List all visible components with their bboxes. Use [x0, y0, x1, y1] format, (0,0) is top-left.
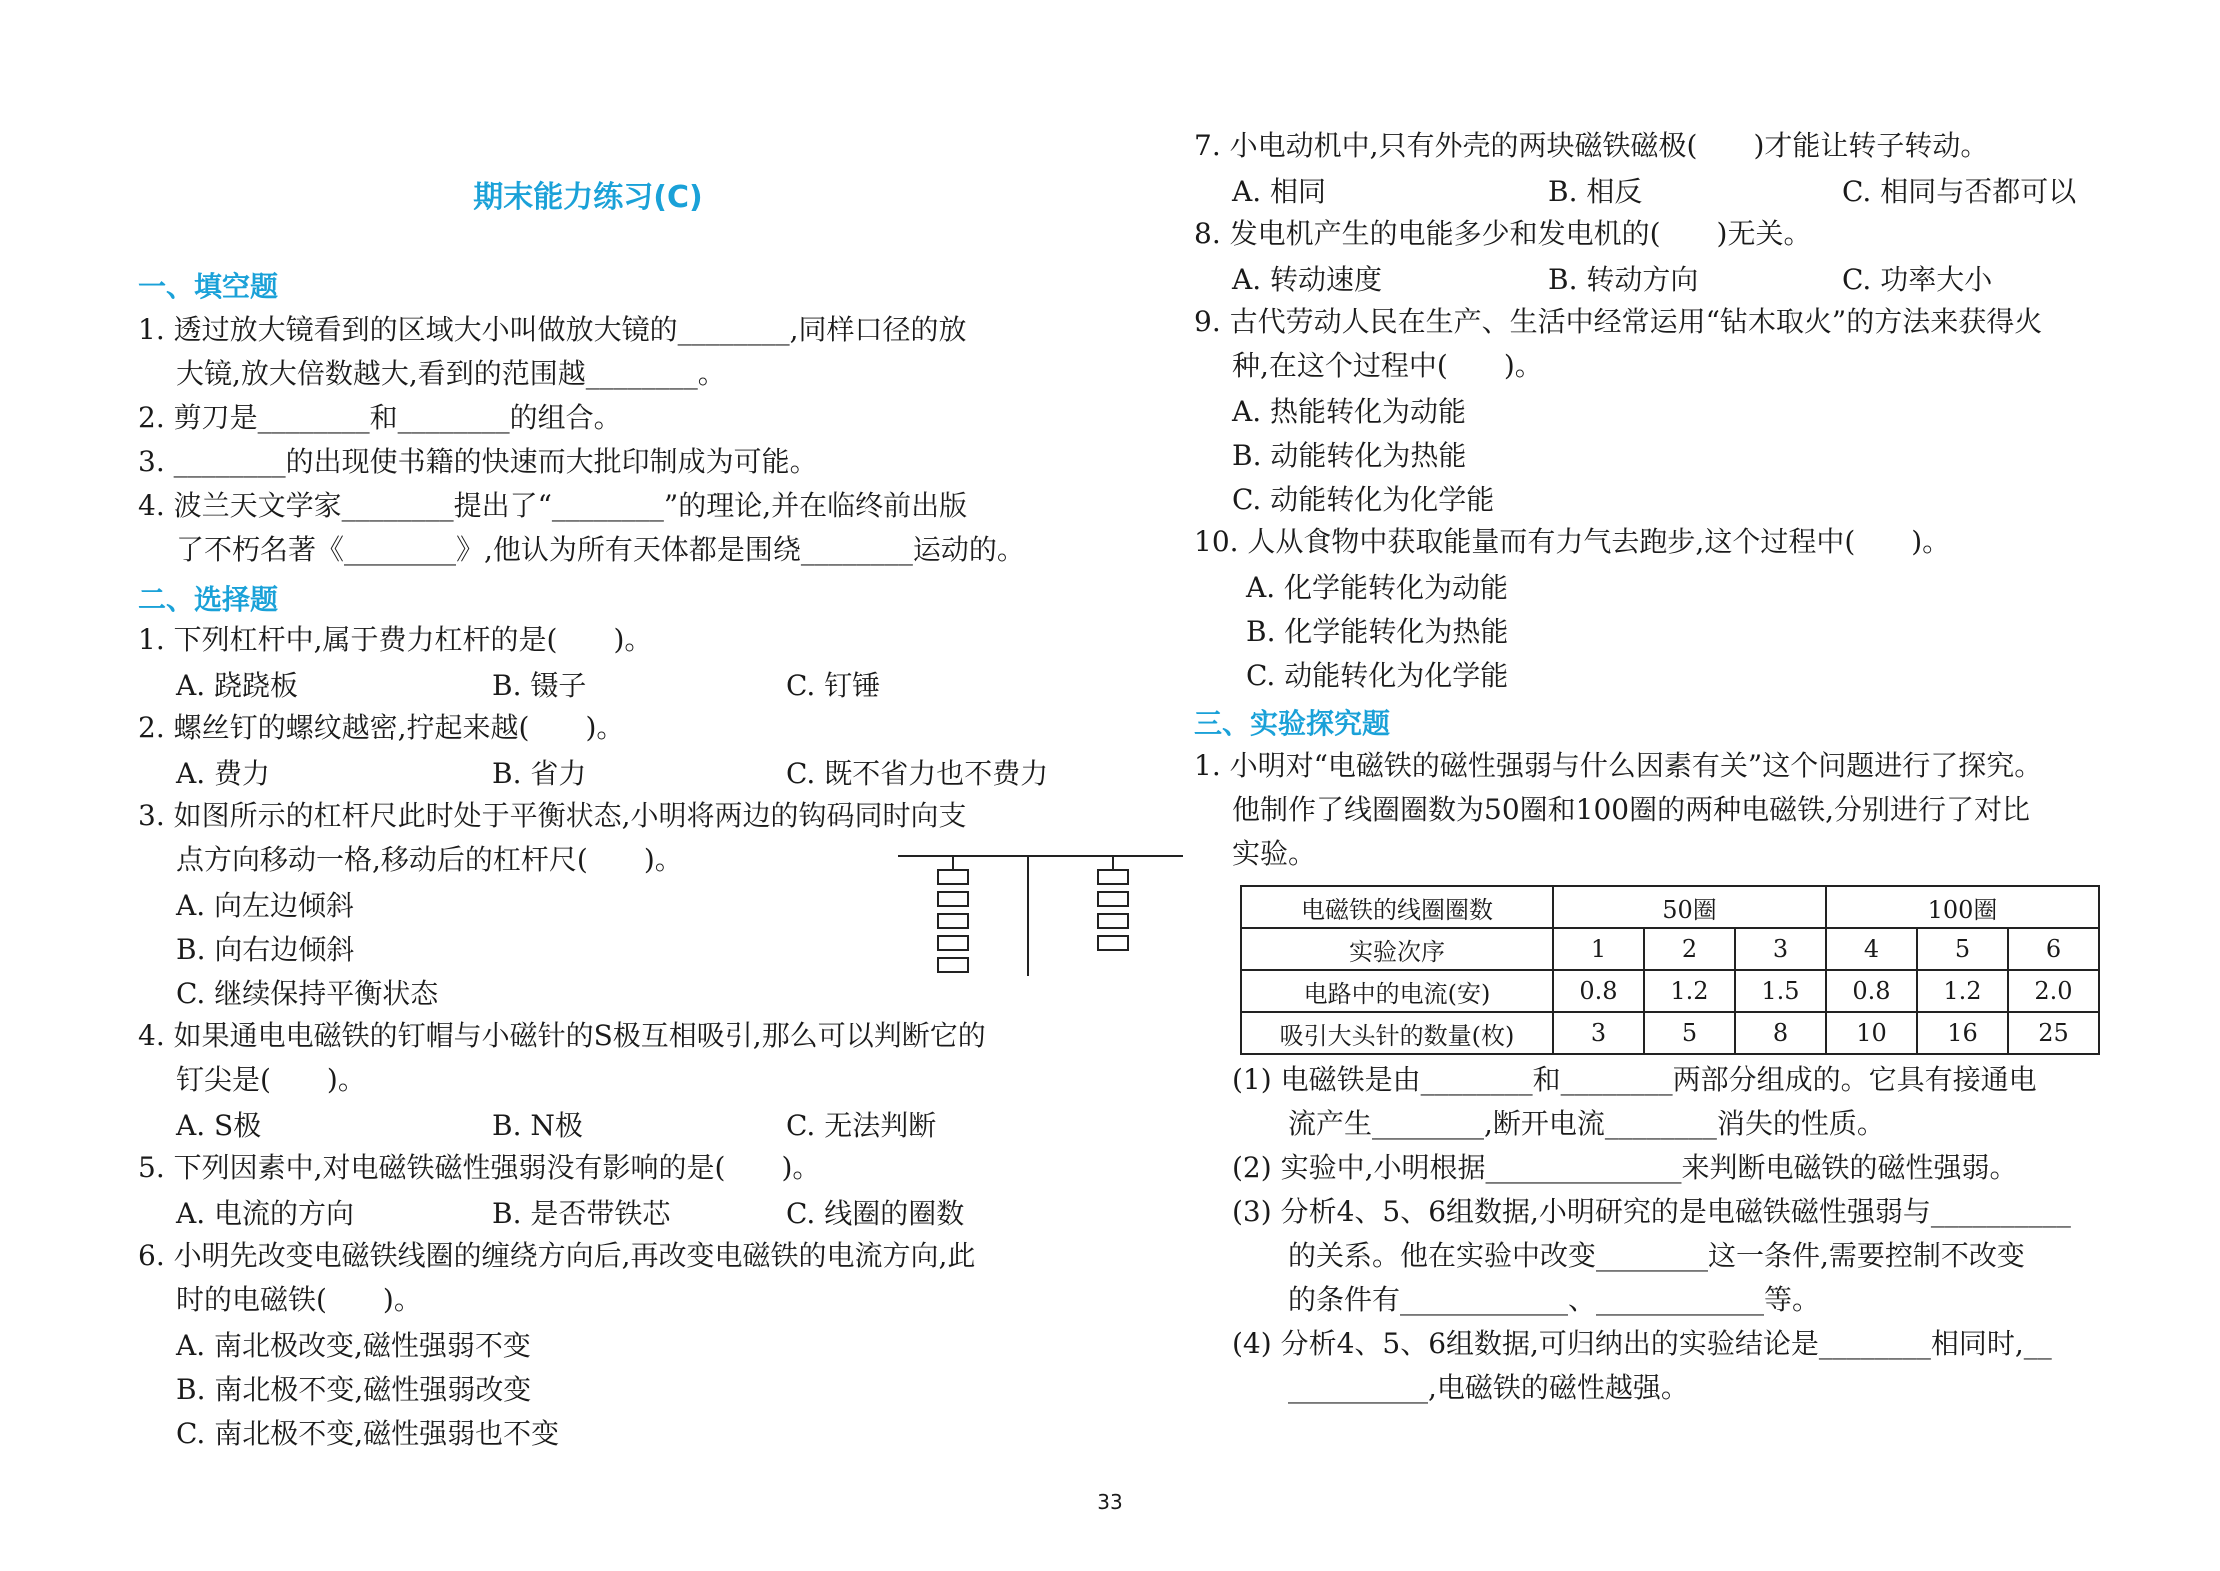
s3-line2: 的关系。他在实验中改变________这一条件,需要控制不改变 — [1288, 1239, 2025, 1272]
c10: 10. 人从食物中获取能量而有力气去跑步,这个过程中( )。 — [1194, 525, 1951, 558]
e1-line3: 实验。 — [1232, 837, 1317, 870]
table-cell: 0.8 — [1553, 970, 1644, 1012]
right-weights — [1098, 870, 1128, 950]
table-row — [1241, 1012, 2099, 1054]
c1-option-c: C. 钉锤 — [786, 669, 881, 702]
c5: 5. 下列因素中,对电磁铁磁性强弱没有影响的是( )。 — [138, 1151, 821, 1184]
table-row-label: 吸引大头针的数量(枚) — [1241, 1012, 1553, 1054]
c7: 7. 小电动机中,只有外壳的两块磁铁磁极( )才能让转子转动。 — [1194, 129, 1989, 162]
table-cell: 6 — [2008, 928, 2099, 970]
c2-option-c: C. 既不省力也不费力 — [786, 757, 1049, 790]
q1-line2: 大镜,放大倍数越大,看到的范围越________。 — [176, 357, 726, 390]
table-header-cell: 50圈 — [1553, 886, 1826, 928]
s4-line2: __________,电磁铁的磁性越强。 — [1288, 1371, 1689, 1404]
c6-option-c: C. 南北极不变,磁性强弱也不变 — [176, 1417, 560, 1450]
c7-option-a: A. 相同 — [1232, 175, 1327, 208]
table-cell: 3 — [1735, 928, 1826, 970]
c4-option-c: C. 无法判断 — [786, 1109, 937, 1142]
c8-option-c: C. 功率大小 — [1842, 263, 1993, 296]
s2: (2) 实验中,小明根据______________来判断电磁铁的磁性强弱。 — [1232, 1151, 2018, 1184]
c2-option-a: A. 费力 — [176, 757, 271, 790]
table-row — [1241, 928, 2099, 970]
c10-option-a: A. 化学能转化为动能 — [1246, 571, 1509, 604]
s4-line1: (4) 分析4、5、6组数据,可归纳出的实验结论是________相同时,__ — [1232, 1327, 2052, 1360]
c3-option-b: B. 向右边倾斜 — [176, 933, 355, 966]
table-row-label: 电路中的电流(安) — [1241, 970, 1553, 1012]
q1-line1: 1. 透过放大镜看到的区域大小叫做放大镜的________,同样口径的放 — [138, 313, 967, 346]
c5-option-b: B. 是否带铁芯 — [492, 1197, 671, 1230]
c9-option-a: A. 热能转化为动能 — [1232, 395, 1467, 428]
c8-option-b: B. 转动方向 — [1548, 263, 1699, 296]
c6-option-b: B. 南北极不变,磁性强弱改变 — [176, 1373, 532, 1406]
table-cell: 25 — [2008, 1012, 2099, 1054]
experiment-table — [1240, 885, 2100, 1055]
c9-line2: 种,在这个过程中( )。 — [1232, 349, 1543, 382]
c1: 1. 下列杠杆中,属于费力杠杆的是( )。 — [138, 623, 653, 656]
s1-line1: (1) 电磁铁是由________和________两部分组成的。它具有接通电 — [1232, 1063, 2037, 1096]
s3-line3: 的条件有____________、____________等。 — [1288, 1283, 1821, 1316]
table-header-cell: 电磁铁的线圈圈数 — [1241, 886, 1553, 928]
c1-option-a: A. 跷跷板 — [176, 669, 299, 702]
c3-option-a: A. 向左边倾斜 — [176, 889, 355, 922]
c6-line2: 时的电磁铁( )。 — [176, 1283, 422, 1316]
c9-option-c: C. 动能转化为化学能 — [1232, 483, 1495, 516]
section-fill-blank: 一、填空题 — [138, 270, 279, 303]
q2: 2. 剪刀是________和________的组合。 — [138, 401, 622, 434]
c2: 2. 螺丝钉的螺纹越密,拧起来越( )。 — [138, 711, 625, 744]
c5-option-c: C. 线圈的圈数 — [786, 1197, 965, 1230]
table-cell: 1.2 — [1917, 970, 2008, 1012]
c3-option-c: C. 继续保持平衡状态 — [176, 977, 439, 1010]
table-row — [1241, 970, 2099, 1012]
table-header-cell: 100圈 — [1826, 886, 2099, 928]
q4-line1: 4. 波兰天文学家________提出了“________”的理论,并在临终前出版 — [138, 489, 968, 522]
c4-option-a: A. S极 — [176, 1109, 262, 1142]
q3: 3. ________的出现使书籍的快速而大批印制成为可能。 — [138, 445, 818, 478]
table-row-label: 实验次序 — [1241, 928, 1553, 970]
section-choice: 二、选择题 — [138, 583, 279, 616]
table-cell: 1.5 — [1735, 970, 1826, 1012]
c7-option-b: B. 相反 — [1548, 175, 1643, 208]
c1-option-b: B. 镊子 — [492, 669, 587, 702]
table-cell: 3 — [1553, 1012, 1644, 1054]
table-cell: 1.2 — [1644, 970, 1735, 1012]
c5-option-a: A. 电流的方向 — [176, 1197, 355, 1230]
e1-line2: 他制作了线圈圈数为50圈和100圈的两种电磁铁,分别进行了对比 — [1232, 793, 2030, 826]
table-cell: 5 — [1644, 1012, 1735, 1054]
e1-line1: 1. 小明对“电磁铁的磁性强弱与什么因素有关”这个问题进行了探究。 — [1194, 749, 2043, 782]
lever-diagram — [898, 850, 1183, 980]
table-cell: 10 — [1826, 1012, 1917, 1054]
page-title: 期末能力练习(C) — [473, 180, 703, 215]
c8: 8. 发电机产生的电能多少和发电机的( )无关。 — [1194, 217, 1812, 250]
left-weights — [938, 870, 968, 972]
c4-option-b: B. N极 — [492, 1109, 583, 1142]
q4-line2: 了不朽名著《________》,他认为所有天体都是围绕________运动的。 — [176, 533, 1025, 566]
table-cell: 2.0 — [2008, 970, 2099, 1012]
c6-option-a: A. 南北极改变,磁性强弱不变 — [176, 1329, 531, 1362]
c8-option-a: A. 转动速度 — [1232, 263, 1383, 296]
table-row — [1241, 886, 2099, 928]
table-cell: 0.8 — [1826, 970, 1917, 1012]
c9-option-b: B. 动能转化为热能 — [1232, 439, 1467, 472]
c10-option-c: C. 动能转化为化学能 — [1246, 659, 1509, 692]
c10-option-b: B. 化学能转化为热能 — [1246, 615, 1509, 648]
table-cell: 2 — [1644, 928, 1735, 970]
c9-line1: 9. 古代劳动人民在生产、生活中经常运用“钻木取火”的方法来获得火 — [1194, 305, 2043, 338]
c7-option-c: C. 相同与否都可以 — [1842, 175, 2077, 208]
table-cell: 5 — [1917, 928, 2008, 970]
c2-option-b: B. 省力 — [492, 757, 587, 790]
table-cell: 8 — [1735, 1012, 1826, 1054]
s3-line1: (3) 分析4、5、6组数据,小明研究的是电磁铁磁性强弱与__________ — [1232, 1195, 2071, 1228]
c3-line1: 3. 如图所示的杠杆尺此时处于平衡状态,小明将两边的钩码同时向支 — [138, 799, 967, 832]
c4-line2: 钉尖是( )。 — [176, 1063, 366, 1096]
table-cell: 16 — [1917, 1012, 2008, 1054]
table-cell: 1 — [1553, 928, 1644, 970]
table-cell: 4 — [1826, 928, 1917, 970]
page-number: 33 — [1097, 1490, 1123, 1514]
c3-line2: 点方向移动一格,移动后的杠杆尺( )。 — [176, 843, 683, 876]
c6-line1: 6. 小明先改变电磁铁线圈的缠绕方向后,再改变电磁铁的电流方向,此 — [138, 1239, 976, 1272]
section-experiment: 三、实验探究题 — [1194, 707, 1391, 740]
s1-line2: 流产生________,断开电流________消失的性质。 — [1288, 1107, 1885, 1140]
c4-line1: 4. 如果通电电磁铁的钉帽与小磁针的S极互相吸引,那么可以判断它的 — [138, 1019, 986, 1052]
